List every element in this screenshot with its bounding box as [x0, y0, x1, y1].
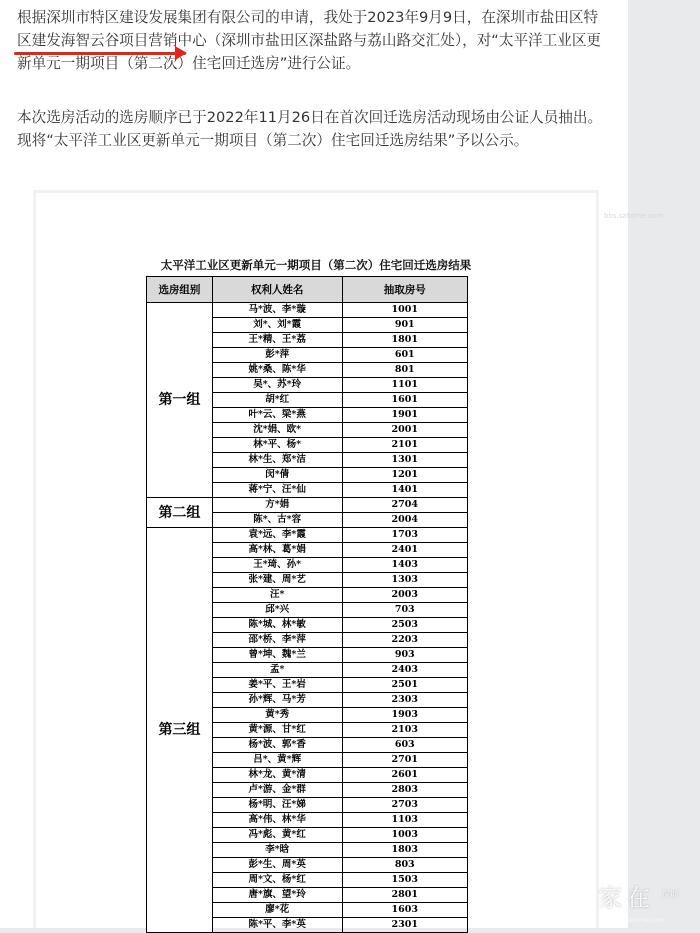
owner-name-cell: 邱*兴 [212, 603, 342, 618]
owner-name-cell: 方*娟 [212, 498, 342, 513]
result-table-body [147, 303, 468, 933]
owner-name-cell: 姚*桑、陈*华 [212, 363, 342, 378]
room-number-cell: 2003 [342, 588, 468, 603]
owner-name-cell: 陈*平、李*英 [212, 918, 342, 933]
table-row [147, 498, 468, 513]
room-number-cell: 1001 [342, 303, 468, 318]
room-number-cell: 2701 [342, 753, 468, 768]
red-underline-annotation [14, 52, 186, 55]
owner-name-cell: 陈*城、林*敏 [212, 618, 342, 633]
faint-watermark-url: bbs.szhome.com [604, 212, 664, 220]
owner-name-cell: 张*建、周*艺 [212, 573, 342, 588]
owner-name-cell: 姜*平、王*岩 [212, 678, 342, 693]
room-number-cell: 601 [342, 348, 468, 363]
room-number-cell: 2703 [342, 798, 468, 813]
owner-name-cell: 汪* [212, 588, 342, 603]
room-number-cell: 2203 [342, 633, 468, 648]
owner-name-cell: 邵*桥、李*萍 [212, 633, 342, 648]
room-number-cell: 1403 [342, 558, 468, 573]
owner-name-cell: 胡*红 [212, 393, 342, 408]
red-arrow-annotation [175, 46, 187, 60]
owner-name-cell: 李*晗 [212, 843, 342, 858]
room-number-cell: 603 [342, 738, 468, 753]
owner-name-cell: 林*龙、黄*清 [212, 768, 342, 783]
room-number-cell: 1301 [342, 453, 468, 468]
column-header-group: 选房组别 [147, 277, 213, 303]
document-image [36, 193, 596, 928]
owner-name-cell: 杨*波、郭*香 [212, 738, 342, 753]
room-number-cell: 1901 [342, 408, 468, 423]
room-number-cell: 903 [342, 648, 468, 663]
room-number-cell: 1003 [342, 828, 468, 843]
room-number-cell: 901 [342, 318, 468, 333]
room-number-cell: 703 [342, 603, 468, 618]
room-number-cell: 2303 [342, 693, 468, 708]
room-number-cell: 1703 [342, 528, 468, 543]
room-number-cell: 1601 [342, 393, 468, 408]
room-number-cell: 1801 [342, 333, 468, 348]
room-number-cell: 2001 [342, 423, 468, 438]
watermark-logo-sub: 深圳 [662, 890, 678, 899]
room-number-cell: 1401 [342, 483, 468, 498]
owner-name-cell: 黄*源、甘*红 [212, 723, 342, 738]
owner-name-cell: 高*伟、林*华 [212, 813, 342, 828]
room-number-cell: 1303 [342, 573, 468, 588]
article-paragraph-2: 本次选房活动的选房顺序已于2022年11月26日在首次回迁选房活动现场由公证人员抽出。现将“太平洋工业区更新单元一期项目（第二次）住宅回迁选房结果”予以公示。 [17, 109, 603, 149]
owner-name-cell: 吕*、黄*辉 [212, 753, 342, 768]
article-paragraph-1: 根据深圳市特区建设发展集团有限公司的申请，我处于2023年9月9日，在深圳市盐田区特区建发海智云谷项目营销中心（深圳市盐田区深盐路与荔山路交汇处），对“太平洋工业区更新单元一期项目（第二次）住宅回迁选房”进行公证。 [17, 9, 602, 72]
room-number-cell: 801 [342, 363, 468, 378]
owner-name-cell: 王*琦、孙* [212, 558, 342, 573]
owner-name-cell: 彭*萍 [212, 348, 342, 363]
room-number-cell: 803 [342, 858, 468, 873]
owner-name-cell: 黄*秀 [212, 708, 342, 723]
watermark-logo-text: 家在 [598, 884, 654, 912]
room-number-cell: 2704 [342, 498, 468, 513]
owner-name-cell: 叶*云、梁*燕 [212, 408, 342, 423]
owner-name-cell: 林*生、郑*洁 [212, 453, 342, 468]
room-number-cell: 2601 [342, 768, 468, 783]
room-number-cell: 1903 [342, 708, 468, 723]
owner-name-cell: 彭*生、周*英 [212, 858, 342, 873]
owner-name-cell: 陈*、古*容 [212, 513, 342, 528]
room-number-cell: 2101 [342, 438, 468, 453]
column-header-room: 抽取房号 [342, 277, 468, 303]
owner-name-cell: 高*林、葛*娟 [212, 543, 342, 558]
room-number-cell: 1201 [342, 468, 468, 483]
room-number-cell: 2403 [342, 663, 468, 678]
room-number-cell: 1103 [342, 813, 468, 828]
group-label-cell: 第三组 [147, 528, 213, 933]
room-number-cell: 1503 [342, 873, 468, 888]
result-table [146, 276, 468, 933]
owner-name-cell: 王*精、王*荔 [212, 333, 342, 348]
owner-name-cell: 吴*、苏*玲 [212, 378, 342, 393]
room-number-cell: 1603 [342, 903, 468, 918]
group-label-cell: 第一组 [147, 303, 213, 498]
owner-name-cell: 孙*辉、马*芳 [212, 693, 342, 708]
owner-name-cell: 曾*坤、魏*兰 [212, 648, 342, 663]
owner-name-cell: 马*波、李*璇 [212, 303, 342, 318]
owner-name-cell: 唐*旗、望*玲 [212, 888, 342, 903]
room-number-cell: 2503 [342, 618, 468, 633]
owner-name-cell: 周*文、杨*红 [212, 873, 342, 888]
owner-name-cell: 孟* [212, 663, 342, 678]
room-number-cell: 2801 [342, 888, 468, 903]
owner-name-cell: 沈*娟、欧* [212, 423, 342, 438]
room-number-cell: 1803 [342, 843, 468, 858]
owner-name-cell: 廖*花 [212, 903, 342, 918]
column-header-owner: 权利人姓名 [212, 277, 342, 303]
owner-name-cell: 杨*明、汪*娣 [212, 798, 342, 813]
room-number-cell: 2401 [342, 543, 468, 558]
owner-name-cell: 冯*彪、黄*红 [212, 828, 342, 843]
owner-name-cell: 蒋*宁、汪*仙 [212, 483, 342, 498]
group-label-cell: 第二组 [147, 498, 213, 528]
room-number-cell: 2004 [342, 513, 468, 528]
table-row [147, 528, 468, 543]
room-number-cell: 1101 [342, 378, 468, 393]
watermark-url: bbs.szhome.com [614, 917, 665, 924]
owner-name-cell: 林*平、杨* [212, 438, 342, 453]
room-number-cell: 2803 [342, 783, 468, 798]
owner-name-cell: 闵*倩 [212, 468, 342, 483]
document-title: 太平洋工业区更新单元一期项目（第二次）住宅回迁选房结果 [160, 258, 472, 272]
table-row [147, 303, 468, 318]
room-number-cell: 2501 [342, 678, 468, 693]
owner-name-cell: 卢*游、金*群 [212, 783, 342, 798]
room-number-cell: 2103 [342, 723, 468, 738]
owner-name-cell: 刘*、刘*霞 [212, 318, 342, 333]
owner-name-cell: 袁*远、李*霞 [212, 528, 342, 543]
room-number-cell: 2301 [342, 918, 468, 933]
table-header-row [147, 277, 468, 303]
